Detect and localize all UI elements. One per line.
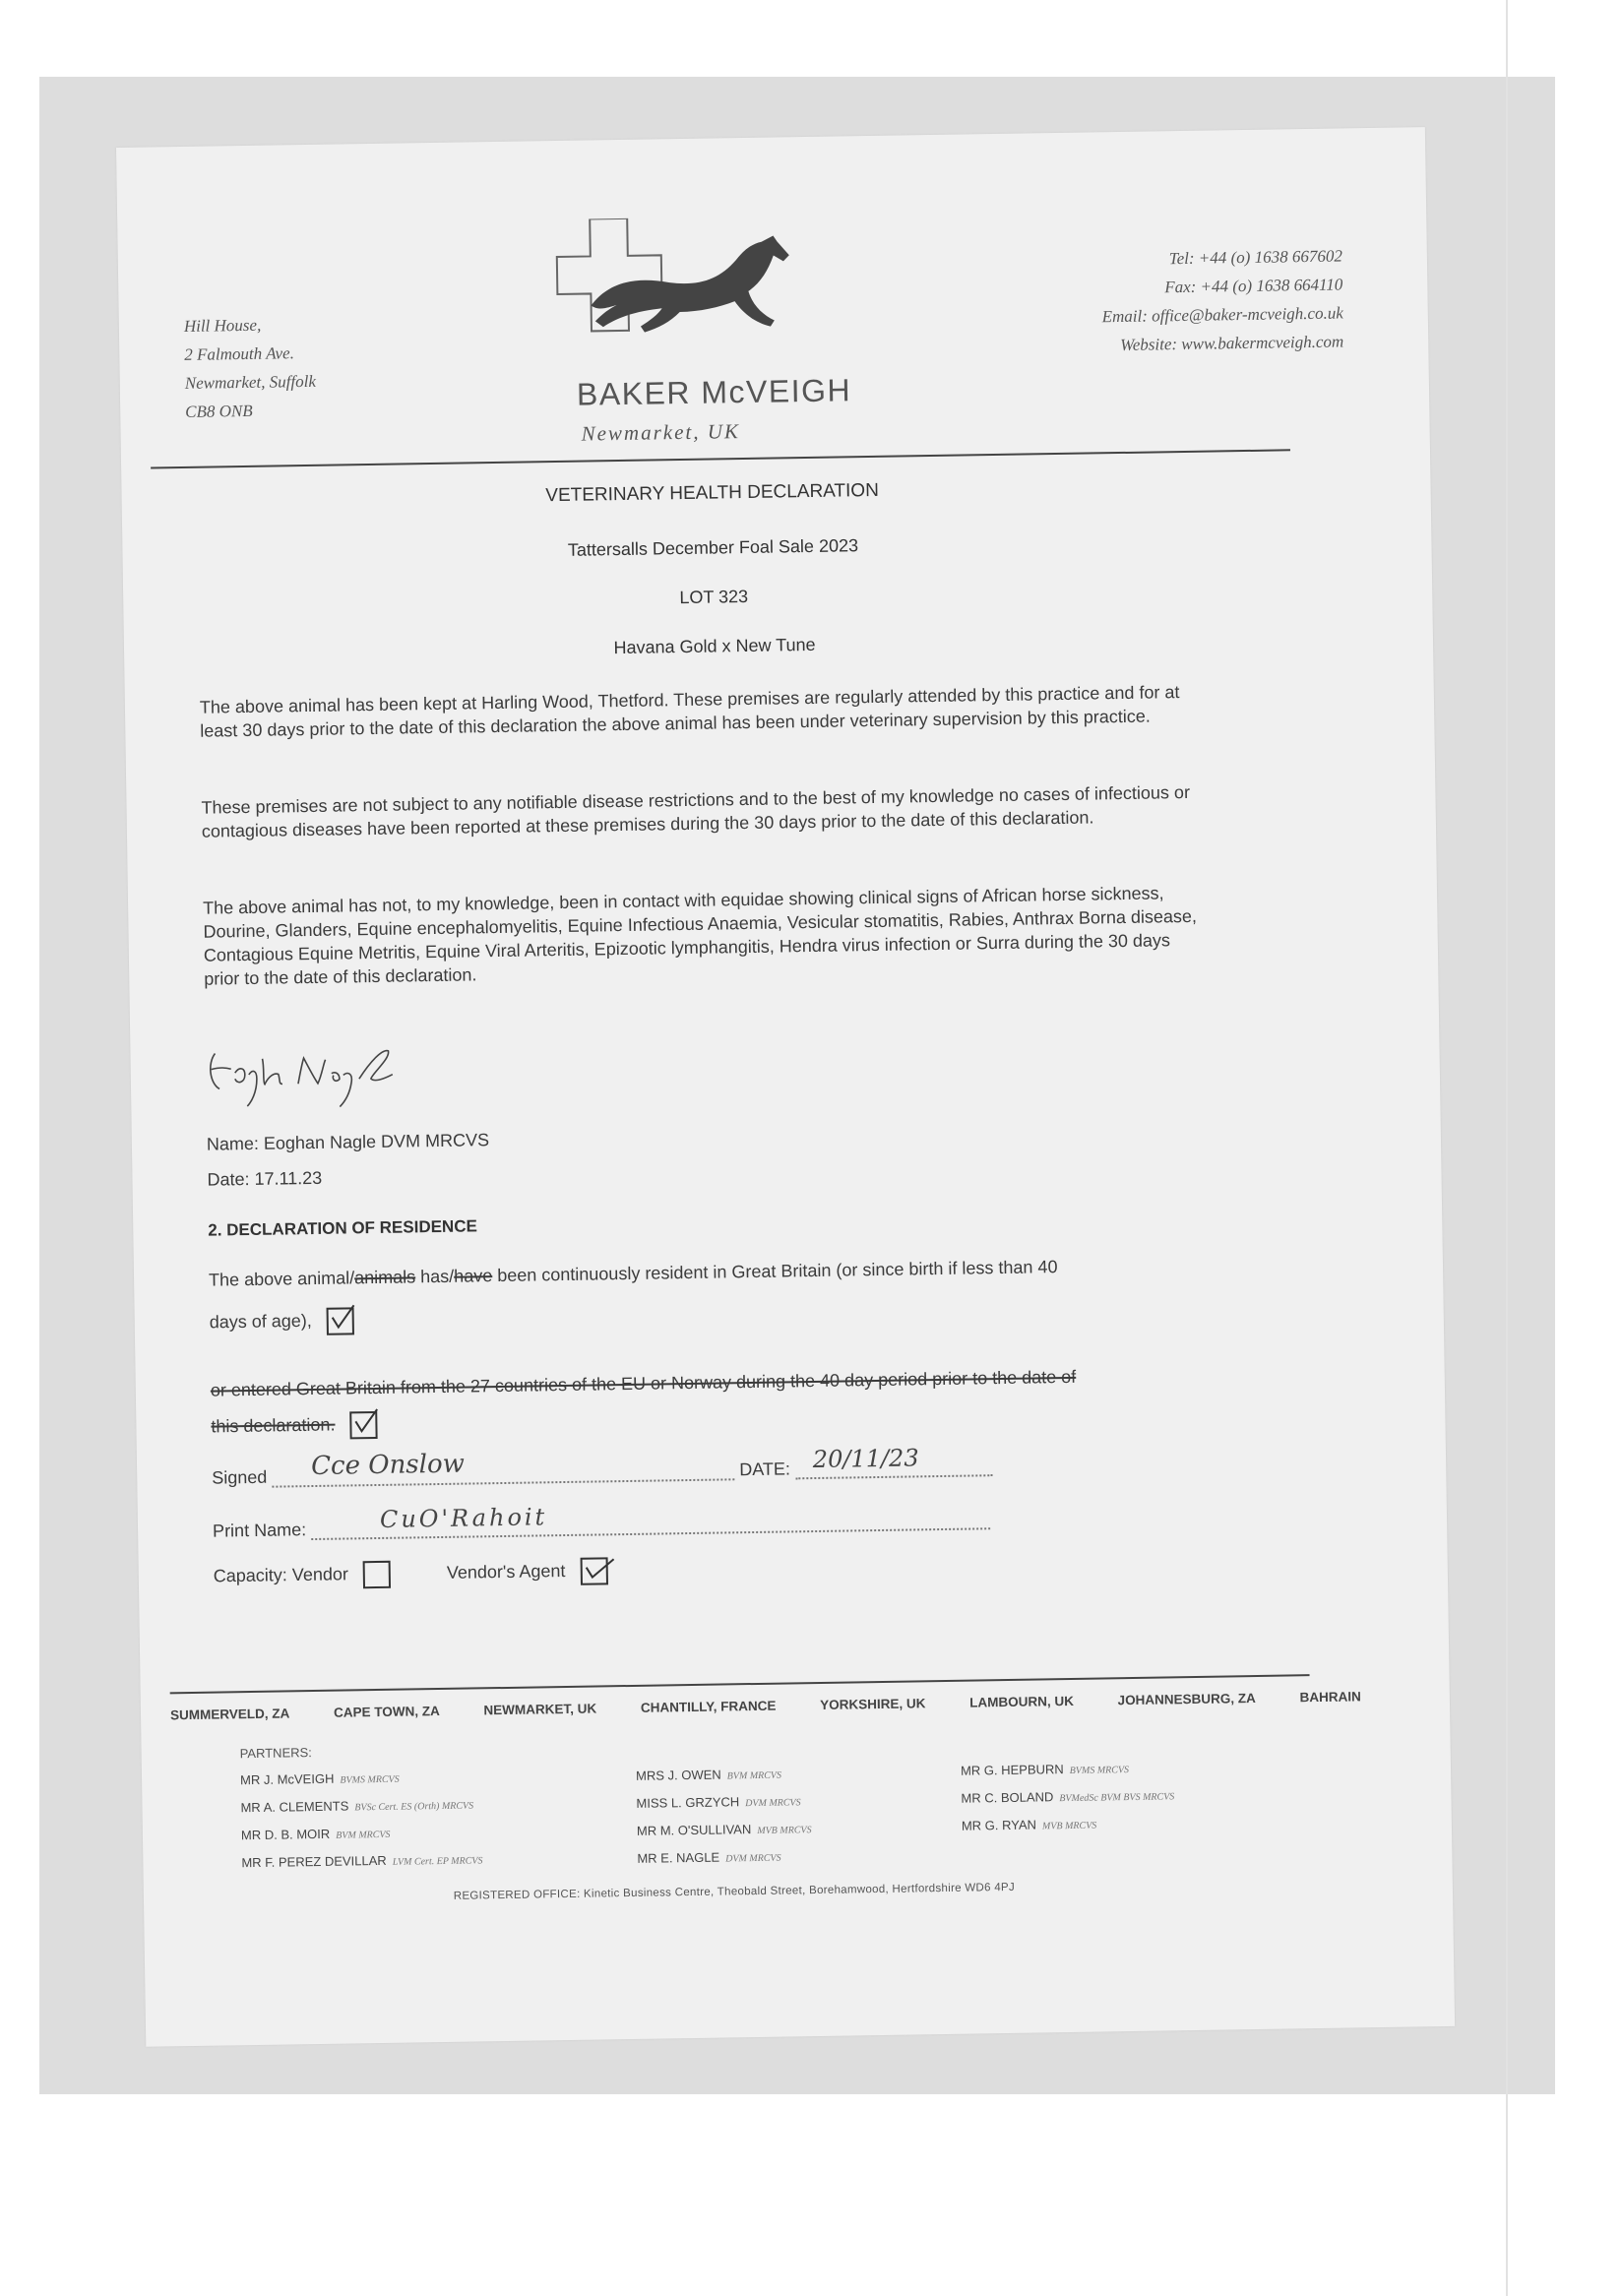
check-mark-icon — [580, 1553, 615, 1583]
capacity-label: Capacity: Vendor — [213, 1564, 349, 1586]
office-location: SUMMERVELD, ZA — [169, 1706, 290, 1723]
header-divider — [151, 449, 1290, 468]
print-name-handwriting: CuO'Rahoit — [379, 1503, 548, 1533]
partners-label: PARTNERS: — [239, 1745, 312, 1762]
partner-entry — [961, 1782, 1174, 1813]
declaration-paragraph-1: The above animal has been kept at Harling Wood, Thetford. These premises are regularly attended by this practice and for at least 30 days prior to the date of this declaration the above animal has been under veterinary supervision by this practice. — [199, 682, 1180, 741]
partner-qualification: MVB MRCVS — [1041, 1820, 1097, 1832]
capacity-row — [214, 1557, 608, 1590]
partner-name: MR F. PEREZ DEVILLAR — [241, 1852, 387, 1871]
partner-name: MR E. NAGLE — [637, 1849, 720, 1866]
contact-email: Email: office@baker-mcveigh.co.uk — [1101, 303, 1343, 327]
declaration-paragraph-3: The above animal has not, to my knowledge, been in contact with equidae showing clinical signs of African horse sickness, Dourine, Glanders, Equine encephalomyelitis, Equine Infectious Anaemia, Vesicular stomatitis, Rabies, Anthrax Borna disease, Contagious Equine Metritis, Equine Viral Arteritis, Epizootic lymphangitis, Hendra virus infection or Surra during the 30 days prior to the date of this declaration. — [202, 883, 1198, 989]
check-mark-icon — [349, 1407, 379, 1437]
vendor-checkbox[interactable] — [363, 1561, 391, 1588]
office-location: JOHANNESBURG, ZA — [1117, 1691, 1256, 1708]
partner-name: MR J. McVEIGH — [239, 1770, 335, 1788]
partner-entry — [637, 1816, 812, 1846]
partner-entry — [636, 1761, 811, 1791]
vendors-agent-label: Vendor's Agent — [446, 1560, 566, 1582]
brand-name: BAKER McVEIGH — [576, 372, 852, 412]
partners-column-1 — [240, 1764, 483, 1878]
partner-entry — [637, 1843, 812, 1874]
partner-qualification: MVB MRCVS — [757, 1825, 812, 1836]
partner-entry — [961, 1755, 1174, 1785]
signature-handwriting: Cce Onslow — [310, 1449, 466, 1482]
office-location: YORKSHIRE, UK — [820, 1696, 926, 1712]
date-label: DATE: — [739, 1458, 791, 1480]
scan-edge-line — [1506, 0, 1508, 2296]
office-location: LAMBOURN, UK — [969, 1693, 1074, 1710]
residence-checkbox[interactable] — [327, 1307, 354, 1334]
partner-qualification: BVMS MRCVS — [340, 1773, 400, 1786]
entry-checkbox[interactable] — [349, 1411, 377, 1439]
sale-name: Tattersalls December Foal Sale 2023 — [567, 535, 859, 560]
partner-qualification: BVM MRCVS — [726, 1769, 782, 1782]
check-mark-icon — [327, 1303, 356, 1333]
cross-and-horse-logo-icon — [550, 216, 808, 347]
partner-name: MR C. BOLAND — [961, 1789, 1054, 1806]
partner-name: MISS L. GRZYCH — [636, 1794, 740, 1811]
address-line: Hill House, — [183, 315, 262, 336]
partner-entry — [240, 1791, 481, 1823]
print-name-label: Print Name: — [212, 1520, 307, 1541]
office-location: CHANTILLY, FRANCE — [640, 1698, 777, 1715]
address-line: CB8 ONB — [185, 401, 253, 421]
contact-website: Website: www.bakermcveigh.com — [1120, 332, 1344, 354]
partners-column-3 — [961, 1755, 1175, 1840]
document-page — [116, 127, 1455, 2047]
footer-divider — [170, 1674, 1310, 1694]
partner-qualification: BVMedSc BVM BVS MRCVS — [1059, 1791, 1175, 1805]
partner-entry — [241, 1819, 482, 1850]
brand-location: Newmarket, UK — [581, 419, 741, 446]
partner-qualification: BVSc Cert. ES (Orth) MRCVS — [354, 1800, 474, 1814]
document-title: VETERINARY HEALTH DECLARATION — [545, 479, 880, 507]
address-line: Newmarket, Suffolk — [184, 371, 317, 393]
letterhead-address — [184, 310, 317, 426]
pedigree: Havana Gold x New Tune — [613, 634, 816, 658]
partner-qualification: BVMS MRCVS — [1069, 1765, 1130, 1776]
letterhead-contact — [1101, 241, 1344, 359]
partner-name: MR G. HEPBURN — [960, 1762, 1064, 1778]
print-name-row — [212, 1503, 990, 1541]
partners-column-2 — [636, 1761, 812, 1874]
signed-label: Signed — [212, 1466, 268, 1488]
struck-text: this declaration. — [211, 1414, 336, 1437]
office-locations — [170, 1689, 1361, 1722]
date-handwriting: 20/11/23 — [812, 1444, 919, 1474]
partner-entry — [241, 1846, 482, 1878]
residence-text: The above animal/ — [208, 1268, 355, 1290]
residence-text: been continuously resident in Great Britain (or since birth if less than 40 — [492, 1257, 1058, 1286]
declaration-paragraph-2: These premises are not subject to any notifiable disease restrictions and to the best of my knowledge no cases of infectious or contagious diseases have been reported at these premises during the 30 days prior to the date of this declaration. — [201, 781, 1191, 841]
office-location: NEWMARKET, UK — [483, 1701, 597, 1718]
partner-qualification: LVM Cert. EP MRCVS — [392, 1855, 483, 1868]
contact-tel: Tel: +44 (o) 1638 667602 — [1168, 246, 1343, 269]
partner-name: MR G. RYAN — [961, 1817, 1037, 1833]
struck-entry-clause-end — [211, 1411, 378, 1442]
partner-qualification: DVM MRCVS — [725, 1852, 781, 1865]
partner-entry — [636, 1788, 811, 1819]
partner-qualification: BVM MRCVS — [336, 1829, 391, 1841]
residence-line-1 — [209, 1257, 1058, 1291]
signed-row — [212, 1444, 992, 1488]
partner-name: MR D. B. MOIR — [240, 1826, 331, 1843]
address-line: 2 Falmouth Ave. — [184, 343, 295, 364]
print-name-field[interactable] — [311, 1503, 990, 1540]
signature-field[interactable] — [272, 1449, 734, 1487]
partner-qualification: DVM MRCVS — [745, 1797, 801, 1810]
residence-struck-text: animals — [354, 1267, 416, 1288]
office-location: CAPE TOWN, ZA — [333, 1704, 440, 1720]
date-field[interactable] — [795, 1444, 992, 1479]
office-location: BAHRAIN — [1299, 1689, 1361, 1706]
vet-name: Name: Eoghan Nagle DVM MRCVS — [206, 1130, 490, 1154]
lot-number: LOT 323 — [679, 586, 749, 608]
vendors-agent-checkbox[interactable] — [580, 1557, 607, 1584]
partner-entry — [962, 1810, 1175, 1840]
partner-name: MR M. O'SULLIVAN — [636, 1822, 752, 1838]
partner-entry — [240, 1764, 481, 1795]
contact-fax: Fax: +44 (o) 1638 664110 — [1164, 275, 1343, 297]
residence-text: has/ — [415, 1266, 455, 1287]
residence-text: days of age), — [209, 1310, 312, 1333]
partner-name: MRS J. OWEN — [635, 1767, 721, 1783]
registered-office: REGISTERED OFFICE: Kinetic Business Centre, Theobald Street, Borehamwood, Hertfordshire WD6 4PJ — [453, 1881, 1016, 1902]
residence-heading: 2. DECLARATION OF RESIDENCE — [208, 1216, 478, 1240]
partner-name: MR A. CLEMENTS — [240, 1798, 349, 1816]
residence-struck-text: have — [454, 1266, 493, 1286]
vet-date: Date: 17.11.23 — [207, 1167, 323, 1190]
vet-signature-icon — [205, 1021, 452, 1113]
struck-entry-clause: or entered Great Britain from the 27 countries of the EU or Norway during the 40 day period prior to the date of — [210, 1366, 1077, 1400]
residence-line-2 — [210, 1307, 354, 1336]
